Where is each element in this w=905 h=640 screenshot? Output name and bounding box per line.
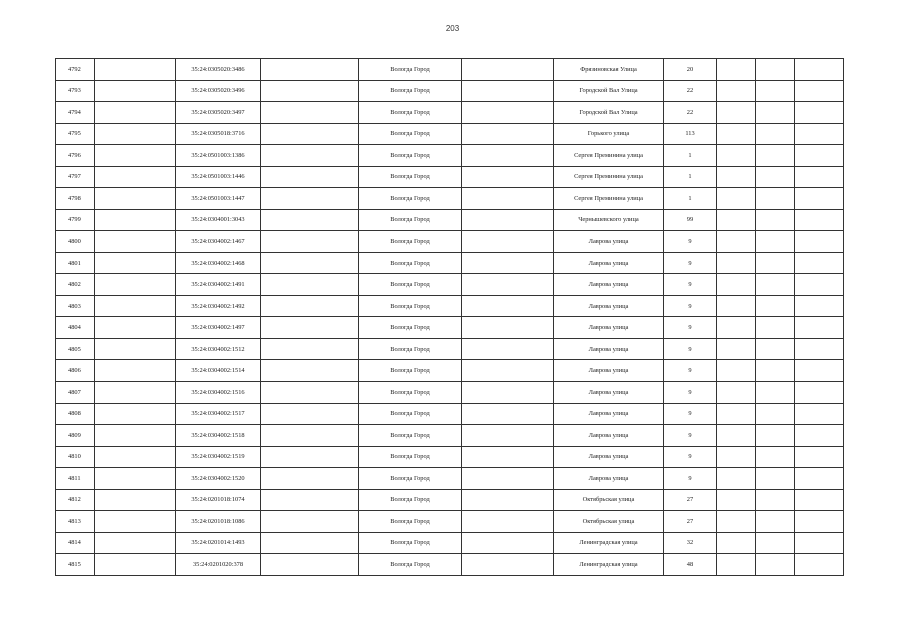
empty-cell: [795, 59, 844, 81]
empty-cell: [795, 274, 844, 296]
empty-cell: [261, 209, 359, 231]
empty-cell: [717, 468, 756, 490]
house-number: 9: [664, 425, 717, 447]
house-number: 9: [664, 360, 717, 382]
row-number: 4811: [56, 468, 95, 490]
empty-cell: [717, 274, 756, 296]
empty-cell: [261, 317, 359, 339]
street: Лаврова улица: [554, 446, 664, 468]
locality: Вологда Город: [359, 188, 462, 210]
house-number: 9: [664, 338, 717, 360]
empty-cell: [717, 166, 756, 188]
empty-cell: [462, 468, 554, 490]
empty-cell: [717, 403, 756, 425]
table-row: [56, 145, 844, 167]
empty-cell: [756, 468, 795, 490]
row-number: 4793: [56, 80, 95, 102]
empty-cell: [462, 59, 554, 81]
empty-cell: [261, 532, 359, 554]
empty-cell: [95, 468, 176, 490]
empty-cell: [261, 274, 359, 296]
empty-cell: [756, 511, 795, 533]
street: Сергея Преминина улица: [554, 166, 664, 188]
street: Лаврова улица: [554, 231, 664, 253]
empty-cell: [261, 554, 359, 576]
empty-cell: [717, 360, 756, 382]
row-number: 4804: [56, 317, 95, 339]
empty-cell: [756, 80, 795, 102]
locality: Вологда Город: [359, 532, 462, 554]
empty-cell: [261, 102, 359, 124]
house-number: 1: [664, 188, 717, 210]
street: Октябрьская улица: [554, 511, 664, 533]
street: Сергея Преминина улица: [554, 188, 664, 210]
empty-cell: [462, 102, 554, 124]
street: Ленинградская улица: [554, 554, 664, 576]
cadastral-number: 35:24:0304001:3043: [176, 209, 261, 231]
empty-cell: [462, 403, 554, 425]
empty-cell: [717, 80, 756, 102]
cadastral-number: 35:24:0304002:1512: [176, 338, 261, 360]
empty-cell: [462, 295, 554, 317]
row-number: 4810: [56, 446, 95, 468]
house-number: 9: [664, 295, 717, 317]
cadastral-number: 35:24:0305018:3716: [176, 123, 261, 145]
table-row: [56, 209, 844, 231]
empty-cell: [261, 403, 359, 425]
table-row: [56, 231, 844, 253]
row-number: 4795: [56, 123, 95, 145]
empty-cell: [261, 446, 359, 468]
empty-cell: [795, 532, 844, 554]
house-number: 48: [664, 554, 717, 576]
empty-cell: [462, 166, 554, 188]
empty-cell: [95, 80, 176, 102]
house-number: 27: [664, 511, 717, 533]
row-number: 4792: [56, 59, 95, 81]
empty-cell: [95, 123, 176, 145]
table-row: [56, 338, 844, 360]
locality: Вологда Город: [359, 317, 462, 339]
house-number: 9: [664, 317, 717, 339]
house-number: 99: [664, 209, 717, 231]
empty-cell: [95, 274, 176, 296]
empty-cell: [795, 489, 844, 511]
street: Чернышевского улица: [554, 209, 664, 231]
locality: Вологда Город: [359, 231, 462, 253]
locality: Вологда Город: [359, 554, 462, 576]
empty-cell: [795, 252, 844, 274]
cadastral-number: 35:24:0305020:3497: [176, 102, 261, 124]
cadastral-number: 35:24:0501003:1446: [176, 166, 261, 188]
street: Лаврова улица: [554, 252, 664, 274]
empty-cell: [756, 403, 795, 425]
house-number: 9: [664, 446, 717, 468]
empty-cell: [95, 252, 176, 274]
empty-cell: [795, 360, 844, 382]
row-number: 4801: [56, 252, 95, 274]
locality: Вологда Город: [359, 209, 462, 231]
empty-cell: [756, 145, 795, 167]
empty-cell: [795, 446, 844, 468]
house-number: 113: [664, 123, 717, 145]
row-number: 4798: [56, 188, 95, 210]
empty-cell: [795, 425, 844, 447]
table-row: [56, 295, 844, 317]
empty-cell: [795, 554, 844, 576]
house-number: 9: [664, 252, 717, 274]
street: Лаврова улица: [554, 468, 664, 490]
house-number: 9: [664, 381, 717, 403]
empty-cell: [717, 489, 756, 511]
street: Лаврова улица: [554, 425, 664, 447]
empty-cell: [261, 252, 359, 274]
empty-cell: [95, 317, 176, 339]
empty-cell: [462, 188, 554, 210]
locality: Вологда Город: [359, 59, 462, 81]
empty-cell: [756, 295, 795, 317]
empty-cell: [95, 381, 176, 403]
empty-cell: [261, 425, 359, 447]
empty-cell: [95, 403, 176, 425]
cadastral-number: 35:24:0304002:1467: [176, 231, 261, 253]
cadastral-number: 35:24:0304002:1468: [176, 252, 261, 274]
street: Лаврова улица: [554, 338, 664, 360]
empty-cell: [756, 59, 795, 81]
locality: Вологда Город: [359, 252, 462, 274]
table-row: [56, 403, 844, 425]
locality: Вологда Город: [359, 338, 462, 360]
empty-cell: [261, 231, 359, 253]
empty-cell: [261, 145, 359, 167]
table-row: [56, 274, 844, 296]
row-number: 4805: [56, 338, 95, 360]
empty-cell: [756, 317, 795, 339]
empty-cell: [261, 295, 359, 317]
locality: Вологда Город: [359, 381, 462, 403]
empty-cell: [462, 123, 554, 145]
row-number: 4807: [56, 381, 95, 403]
cadastral-number: 35:24:0201020:378: [176, 554, 261, 576]
table-row: [56, 80, 844, 102]
street: Лаврова улица: [554, 360, 664, 382]
empty-cell: [717, 532, 756, 554]
empty-cell: [462, 274, 554, 296]
empty-cell: [717, 381, 756, 403]
register-table-body: [56, 59, 844, 576]
empty-cell: [756, 338, 795, 360]
house-number: 9: [664, 468, 717, 490]
locality: Вологда Город: [359, 403, 462, 425]
empty-cell: [462, 554, 554, 576]
table-row: [56, 446, 844, 468]
empty-cell: [717, 295, 756, 317]
empty-cell: [261, 80, 359, 102]
empty-cell: [717, 188, 756, 210]
street: Ленинградская улица: [554, 532, 664, 554]
empty-cell: [795, 468, 844, 490]
cadastral-number: 35:24:0304002:1514: [176, 360, 261, 382]
empty-cell: [95, 360, 176, 382]
street: Горького улица: [554, 123, 664, 145]
house-number: 22: [664, 80, 717, 102]
street: Лаврова улица: [554, 381, 664, 403]
table-row: [56, 123, 844, 145]
empty-cell: [261, 166, 359, 188]
house-number: 9: [664, 231, 717, 253]
street: Городской Вал Улица: [554, 80, 664, 102]
empty-cell: [462, 209, 554, 231]
row-number: 4799: [56, 209, 95, 231]
empty-cell: [261, 381, 359, 403]
register-table: [55, 58, 844, 576]
empty-cell: [95, 554, 176, 576]
table-row: [56, 532, 844, 554]
empty-cell: [261, 59, 359, 81]
empty-cell: [756, 360, 795, 382]
empty-cell: [261, 468, 359, 490]
empty-cell: [261, 511, 359, 533]
empty-cell: [756, 123, 795, 145]
street: Лаврова улица: [554, 295, 664, 317]
empty-cell: [756, 425, 795, 447]
house-number: 27: [664, 489, 717, 511]
table-row: [56, 188, 844, 210]
empty-cell: [795, 381, 844, 403]
row-number: 4796: [56, 145, 95, 167]
empty-cell: [717, 231, 756, 253]
empty-cell: [717, 145, 756, 167]
house-number: 9: [664, 274, 717, 296]
street: Октябрьская улица: [554, 489, 664, 511]
empty-cell: [462, 532, 554, 554]
locality: Вологда Город: [359, 80, 462, 102]
empty-cell: [462, 80, 554, 102]
empty-cell: [795, 166, 844, 188]
empty-cell: [756, 252, 795, 274]
empty-cell: [462, 446, 554, 468]
empty-cell: [95, 295, 176, 317]
empty-cell: [95, 425, 176, 447]
cadastral-number: 35:24:0304002:1492: [176, 295, 261, 317]
empty-cell: [462, 425, 554, 447]
cadastral-number: 35:24:0305020:3486: [176, 59, 261, 81]
empty-cell: [717, 446, 756, 468]
table-row: [56, 511, 844, 533]
empty-cell: [95, 231, 176, 253]
row-number: 4815: [56, 554, 95, 576]
locality: Вологда Город: [359, 123, 462, 145]
street: Лаврова улица: [554, 403, 664, 425]
locality: Вологда Город: [359, 468, 462, 490]
empty-cell: [756, 489, 795, 511]
empty-cell: [795, 295, 844, 317]
table-row: [56, 252, 844, 274]
empty-cell: [261, 360, 359, 382]
empty-cell: [462, 231, 554, 253]
table-row: [56, 59, 844, 81]
empty-cell: [95, 511, 176, 533]
empty-cell: [261, 123, 359, 145]
table-row: [56, 468, 844, 490]
row-number: 4808: [56, 403, 95, 425]
empty-cell: [95, 532, 176, 554]
house-number: 9: [664, 403, 717, 425]
cadastral-number: 35:24:0304002:1497: [176, 317, 261, 339]
empty-cell: [756, 102, 795, 124]
empty-cell: [717, 123, 756, 145]
row-number: 4814: [56, 532, 95, 554]
empty-cell: [717, 317, 756, 339]
street: Городской Вал Улица: [554, 102, 664, 124]
locality: Вологда Город: [359, 489, 462, 511]
row-number: 4802: [56, 274, 95, 296]
empty-cell: [462, 317, 554, 339]
street: Лаврова улица: [554, 274, 664, 296]
empty-cell: [795, 102, 844, 124]
table-row: [56, 489, 844, 511]
empty-cell: [95, 102, 176, 124]
table-row: [56, 360, 844, 382]
row-number: 4800: [56, 231, 95, 253]
table-row: [56, 317, 844, 339]
empty-cell: [95, 446, 176, 468]
page-number: 203: [445, 24, 460, 33]
house-number: 1: [664, 166, 717, 188]
row-number: 4806: [56, 360, 95, 382]
row-number: 4813: [56, 511, 95, 533]
empty-cell: [95, 59, 176, 81]
empty-cell: [795, 123, 844, 145]
cadastral-number: 35:24:0305020:3496: [176, 80, 261, 102]
empty-cell: [462, 489, 554, 511]
empty-cell: [756, 532, 795, 554]
table-row: [56, 554, 844, 576]
empty-cell: [795, 338, 844, 360]
cadastral-number: 35:24:0304002:1519: [176, 446, 261, 468]
table-row: [56, 166, 844, 188]
row-number: 4803: [56, 295, 95, 317]
locality: Вологда Город: [359, 360, 462, 382]
empty-cell: [756, 188, 795, 210]
street: Лаврова улица: [554, 317, 664, 339]
locality: Вологда Город: [359, 274, 462, 296]
empty-cell: [462, 511, 554, 533]
empty-cell: [717, 554, 756, 576]
locality: Вологда Город: [359, 425, 462, 447]
empty-cell: [756, 209, 795, 231]
empty-cell: [462, 381, 554, 403]
row-number: 4797: [56, 166, 95, 188]
empty-cell: [717, 511, 756, 533]
cadastral-number: 35:24:0201014:1493: [176, 532, 261, 554]
empty-cell: [717, 209, 756, 231]
locality: Вологда Город: [359, 166, 462, 188]
empty-cell: [717, 425, 756, 447]
street: Сергея Преминина улица: [554, 145, 664, 167]
cadastral-number: 35:24:0201018:1074: [176, 489, 261, 511]
empty-cell: [795, 188, 844, 210]
empty-cell: [795, 511, 844, 533]
cadastral-number: 35:24:0304002:1516: [176, 381, 261, 403]
empty-cell: [95, 338, 176, 360]
cadastral-number: 35:24:0304002:1518: [176, 425, 261, 447]
empty-cell: [795, 145, 844, 167]
empty-cell: [462, 360, 554, 382]
empty-cell: [95, 166, 176, 188]
empty-cell: [756, 554, 795, 576]
cadastral-number: 35:24:0304002:1520: [176, 468, 261, 490]
locality: Вологда Город: [359, 102, 462, 124]
empty-cell: [261, 489, 359, 511]
house-number: 1: [664, 145, 717, 167]
empty-cell: [95, 209, 176, 231]
empty-cell: [795, 80, 844, 102]
row-number: 4809: [56, 425, 95, 447]
locality: Вологда Город: [359, 295, 462, 317]
table-row: [56, 381, 844, 403]
cadastral-number: 35:24:0304002:1517: [176, 403, 261, 425]
locality: Вологда Город: [359, 511, 462, 533]
empty-cell: [717, 338, 756, 360]
row-number: 4812: [56, 489, 95, 511]
empty-cell: [95, 145, 176, 167]
empty-cell: [795, 317, 844, 339]
empty-cell: [756, 166, 795, 188]
empty-cell: [795, 403, 844, 425]
cadastral-number: 35:24:0501003:1447: [176, 188, 261, 210]
table-row: [56, 425, 844, 447]
empty-cell: [95, 188, 176, 210]
house-number: 20: [664, 59, 717, 81]
empty-cell: [717, 59, 756, 81]
locality: Вологда Город: [359, 145, 462, 167]
empty-cell: [717, 252, 756, 274]
house-number: 32: [664, 532, 717, 554]
empty-cell: [462, 252, 554, 274]
empty-cell: [261, 188, 359, 210]
empty-cell: [462, 338, 554, 360]
row-number: 4794: [56, 102, 95, 124]
locality: Вологда Город: [359, 446, 462, 468]
empty-cell: [95, 489, 176, 511]
empty-cell: [756, 381, 795, 403]
empty-cell: [261, 338, 359, 360]
empty-cell: [717, 102, 756, 124]
house-number: 22: [664, 102, 717, 124]
cadastral-number: 35:24:0201018:1086: [176, 511, 261, 533]
cadastral-number: 35:24:0304002:1491: [176, 274, 261, 296]
empty-cell: [756, 274, 795, 296]
table-row: [56, 102, 844, 124]
cadastral-number: 35:24:0501003:1386: [176, 145, 261, 167]
empty-cell: [795, 231, 844, 253]
empty-cell: [462, 145, 554, 167]
empty-cell: [756, 446, 795, 468]
empty-cell: [756, 231, 795, 253]
street: Фрязиновская Улица: [554, 59, 664, 81]
empty-cell: [795, 209, 844, 231]
